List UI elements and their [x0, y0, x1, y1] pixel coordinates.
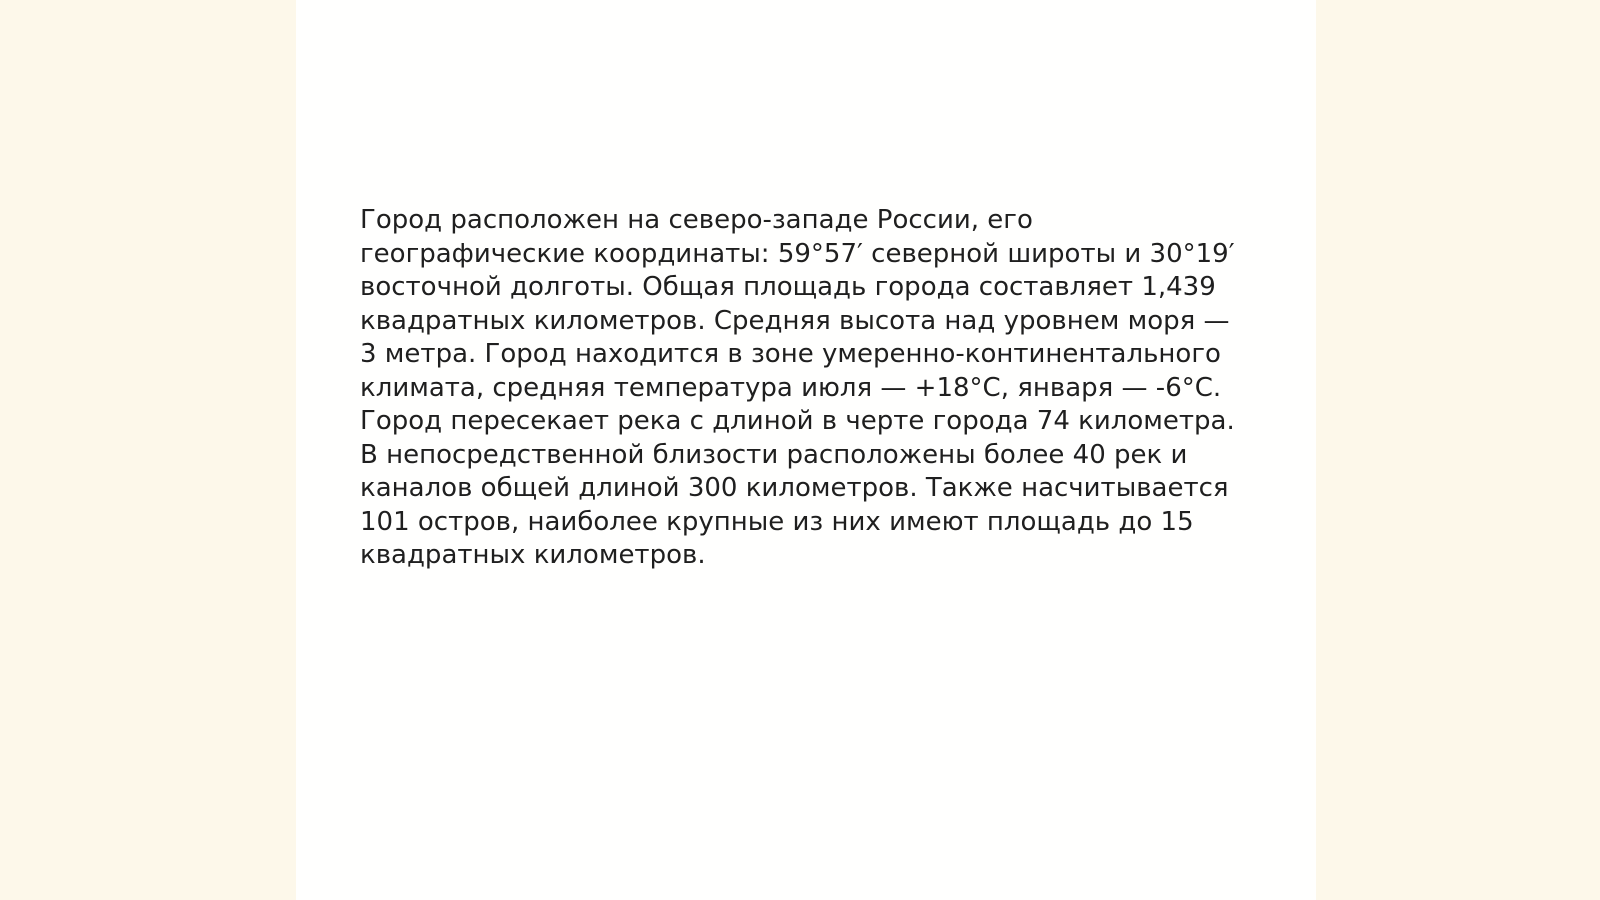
body-paragraph: Город расположен на северо-западе России, его географические координаты: 59°57′ северной широты и 30°19′ восточной долготы. Общая площадь города составляет 1,439 квадратных километров. Средняя высота над уровнем моря — 3 метра. Город находится в зоне умеренно-континентального климата, средняя температура июля — +18°С, января — -6°С. Город пересекает река с длиной в черте города 74 километра. В непосредственной близости расположены более 40 рек и каналов общей длиной 300 километров. Также насчитывается 101 остров, наиболее крупные из них имеют площадь до 15 квадратных километров. [360, 205, 1235, 570]
right-margin-area [1316, 0, 1600, 900]
left-margin-area [0, 0, 296, 900]
document-page [296, 0, 1316, 900]
